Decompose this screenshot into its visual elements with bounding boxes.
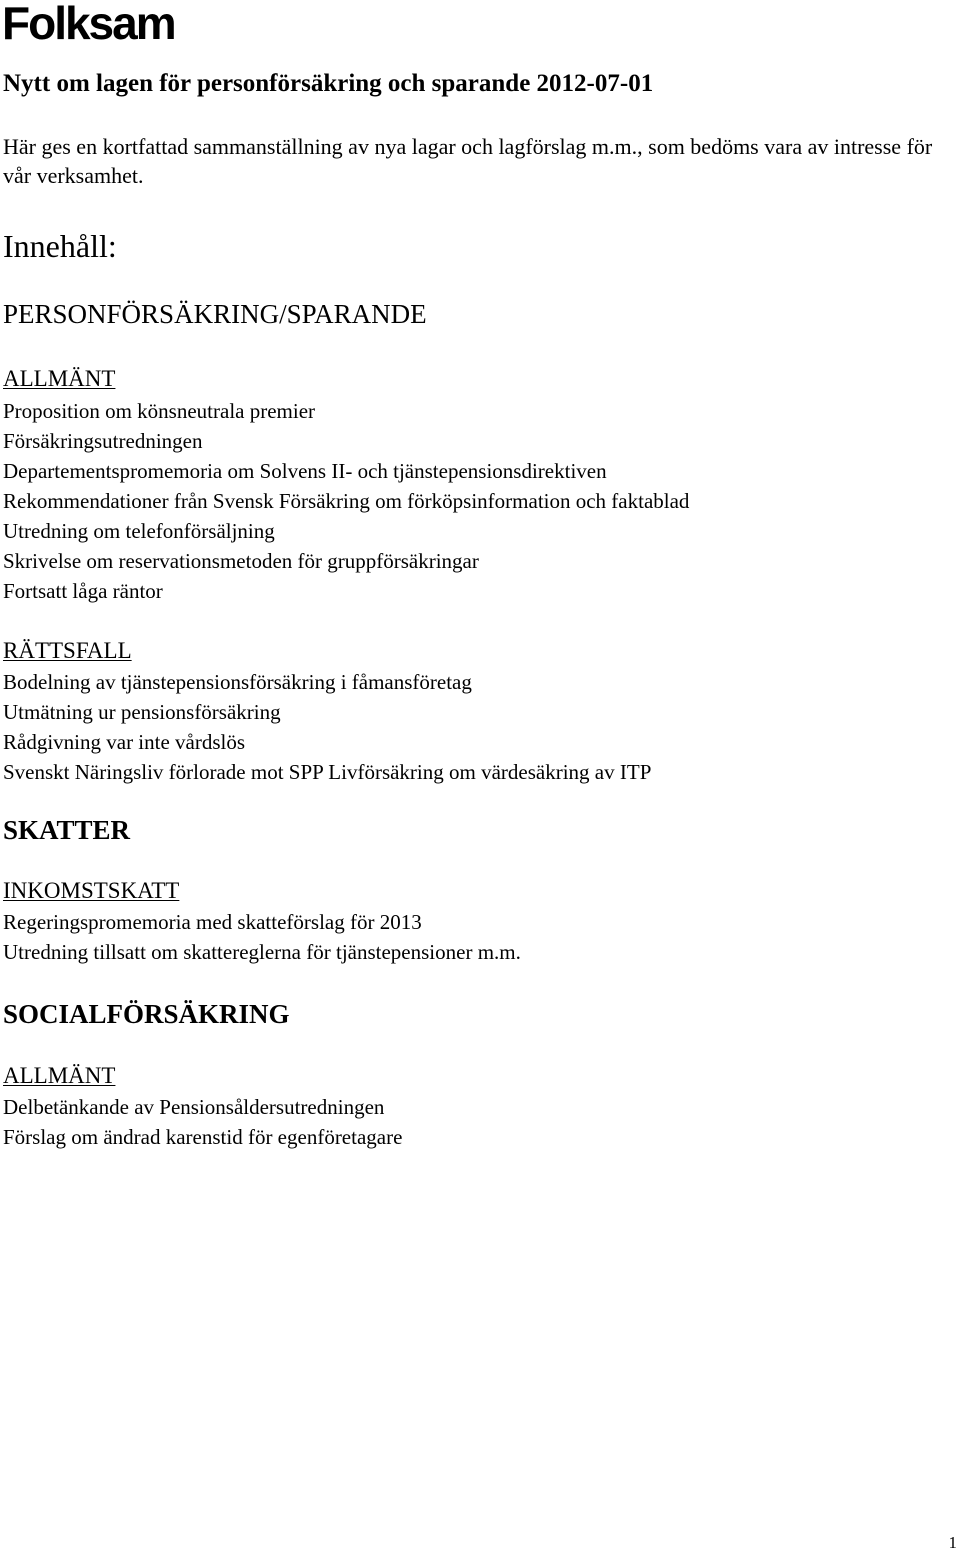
toc-item: Utredning om telefonförsäljning xyxy=(3,519,275,543)
document-title: Nytt om lagen för personförsäkring och sparande 2012-07-01 xyxy=(3,70,654,97)
toc-list-inkomstskatt xyxy=(3,907,521,967)
brand-logo-text: Folksam xyxy=(2,0,175,49)
toc-item: Skrivelse om reservationsmetoden för gruppförsäkringar xyxy=(3,549,479,573)
toc-item: Utmätning ur pensionsförsäkring xyxy=(3,700,281,724)
toc-item: Försäkringsutredningen xyxy=(3,429,203,453)
subheading-allmant-socialforsakring: ALLMÄNT xyxy=(3,1063,116,1088)
intro-paragraph: Här ges en kortfattad sammanställning av nya lagar och lagförslag m.m., som bedöms vara av intresse för vår verksamhet. xyxy=(3,134,933,188)
section-heading-socialforsakring: SOCIALFÖRSÄKRING xyxy=(3,999,290,1029)
toc-item: Rekommendationer från Svensk Försäkring om förköpsinformation och faktablad xyxy=(3,489,690,513)
toc-item: Utredning tillsatt om skattereglerna för tjänstepensioner m.m. xyxy=(3,940,521,964)
toc-item: Delbetänkande av Pensionsåldersutredningen xyxy=(3,1095,385,1119)
toc-item: Fortsatt låga räntor xyxy=(3,579,163,603)
section-heading-personforsakring: PERSONFÖRSÄKRING/SPARANDE xyxy=(3,299,427,329)
subheading-inkomstskatt: INKOMSTSKATT xyxy=(3,878,180,903)
toc-item: Bodelning av tjänstepensionsförsäkring i fåmansföretag xyxy=(3,670,472,694)
subheading-allmant-personforsakring: ALLMÄNT xyxy=(3,366,116,391)
toc-item: Rådgivning var inte vårdslös xyxy=(3,730,246,754)
page-number: 1 xyxy=(948,1533,957,1552)
toc-item: Regeringspromemoria med skatteförslag för 2013 xyxy=(3,910,422,934)
toc-item: Proposition om könsneutrala premier xyxy=(3,399,316,423)
section-heading-skatter: SKATTER xyxy=(3,815,131,845)
toc-item: Förslag om ändrad karenstid för egenföretagare xyxy=(3,1125,403,1149)
toc-item: Departementspromemoria om Solvens II- och tjänstepensionsdirektiven xyxy=(3,459,607,483)
toc-list-rattsfall xyxy=(3,667,651,787)
toc-item: Svenskt Näringsliv förlorade mot SPP Livförsäkring om värdesäkring av ITP xyxy=(3,760,652,784)
contents-heading: Innehåll: xyxy=(3,228,117,264)
toc-list-allmant-personforsakring xyxy=(3,396,689,606)
subheading-rattsfall: RÄTTSFALL xyxy=(3,638,132,663)
toc-list-allmant-socialforsakring xyxy=(3,1092,402,1152)
